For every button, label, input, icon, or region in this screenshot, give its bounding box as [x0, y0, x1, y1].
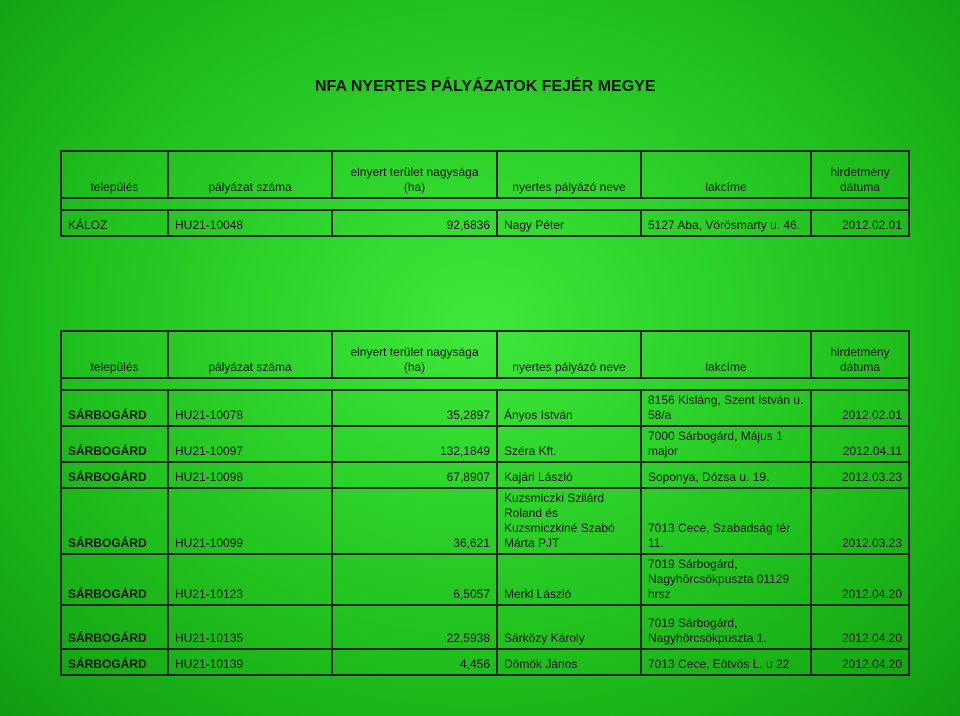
table-header-row — [61, 151, 909, 198]
cell-area: 67,8907 — [332, 462, 497, 488]
cell-winner: Sárközy Károly — [497, 605, 641, 649]
cell-winner: Dömök János — [497, 649, 641, 675]
cell-date: 2012.03.23 — [811, 488, 909, 554]
cell-town: SÁRBOGÁRD — [61, 488, 168, 554]
cell-area: 6,5057 — [332, 554, 497, 605]
header-town: település — [61, 331, 168, 378]
header-area: elnyert terület nagysága (ha) — [332, 331, 497, 378]
cell-address: 7013 Cece, Eötvös L. u 22 — [641, 649, 811, 675]
table-row — [61, 210, 909, 236]
table-row — [61, 426, 909, 462]
cell-address: 7019 Sárbogárd, Nagyhörcsökpuszta 1. — [641, 605, 811, 649]
table-row — [61, 605, 909, 649]
header-winner: nyertes pályázó neve — [497, 151, 641, 198]
cell-town: SÁRBOGÁRD — [61, 554, 168, 605]
cell-date: 2012.04.20 — [811, 649, 909, 675]
cell-area: 92,6836 — [332, 210, 497, 236]
cell-winner: Ányos István — [497, 390, 641, 426]
header-address: lakcíme — [641, 331, 811, 378]
separator-row — [61, 378, 909, 390]
cell-winner: Kajári László — [497, 462, 641, 488]
header-app-no: pályázat száma — [168, 331, 332, 378]
separator-row — [61, 198, 909, 210]
cell-town: SÁRBOGÁRD — [61, 605, 168, 649]
cell-app-no: HU21-10048 — [168, 210, 332, 236]
header-address: lakcíme — [641, 151, 811, 198]
cell-town: SÁRBOGÁRD — [61, 426, 168, 462]
cell-winner: Széra Kft. — [497, 426, 641, 462]
cell-address: 8156 Kisláng, Szent István u. 58/a — [641, 390, 811, 426]
header-app-no: pályázat száma — [168, 151, 332, 198]
cell-address: 7000 Sárbogárd, Május 1 major — [641, 426, 811, 462]
table-row — [61, 649, 909, 675]
cell-area: 36,621 — [332, 488, 497, 554]
cell-address: Soponya, Dózsa u. 19. — [641, 462, 811, 488]
cell-address: 5127 Aba, Vörösmarty u. 46. — [641, 210, 811, 236]
cell-area: 22,5938 — [332, 605, 497, 649]
cell-app-no: HU21-10099 — [168, 488, 332, 554]
cell-area: 35,2897 — [332, 390, 497, 426]
header-date: hirdetmény dátuma — [811, 331, 909, 378]
table-header-row — [61, 331, 909, 378]
cell-winner: Merkl László — [497, 554, 641, 605]
cell-address: 7019 Sárbogárd, Nagyhörcsökpuszta 01129 hrsz — [641, 554, 811, 605]
header-date: hirdetmény dátuma — [811, 151, 909, 198]
page-title: NFA NYERTES PÁLYÁZATOK FEJÉR MEGYE — [315, 78, 656, 95]
cell-app-no: HU21-10078 — [168, 390, 332, 426]
cell-address: 7013 Cece, Szabadság tér 11. — [641, 488, 811, 554]
cell-app-no: HU21-10135 — [168, 605, 332, 649]
cell-town: SÁRBOGÁRD — [61, 462, 168, 488]
table-sarbogard — [60, 330, 910, 676]
header-area: elnyert terület nagysága (ha) — [332, 151, 497, 198]
header-winner: nyertes pályázó neve — [497, 331, 641, 378]
table-kaloz — [60, 150, 910, 237]
cell-area: 132,1849 — [332, 426, 497, 462]
cell-town: KÁLOZ — [61, 210, 168, 236]
cell-town: SÁRBOGÁRD — [61, 390, 168, 426]
cell-app-no: HU21-10123 — [168, 554, 332, 605]
cell-date: 2012.04.11 — [811, 426, 909, 462]
cell-date: 2012.03.23 — [811, 462, 909, 488]
cell-app-no: HU21-10139 — [168, 649, 332, 675]
cell-date: 2012.02.01 — [811, 390, 909, 426]
cell-date: 2012.04.20 — [811, 605, 909, 649]
cell-app-no: HU21-10098 — [168, 462, 332, 488]
table-row — [61, 390, 909, 426]
table-row — [61, 462, 909, 488]
cell-date: 2012.04.20 — [811, 554, 909, 605]
table-row — [61, 554, 909, 605]
cell-winner: Kuzsmiczki Szilárd Roland és Kuzsmiczkiné Szabó Márta PJT — [497, 488, 641, 554]
cell-app-no: HU21-10097 — [168, 426, 332, 462]
cell-date: 2012.02.01 — [811, 210, 909, 236]
cell-town: SÁRBOGÁRD — [61, 649, 168, 675]
cell-winner: Nagy Péter — [497, 210, 641, 236]
header-town: település — [61, 151, 168, 198]
table-row — [61, 488, 909, 554]
cell-area: 4,456 — [332, 649, 497, 675]
